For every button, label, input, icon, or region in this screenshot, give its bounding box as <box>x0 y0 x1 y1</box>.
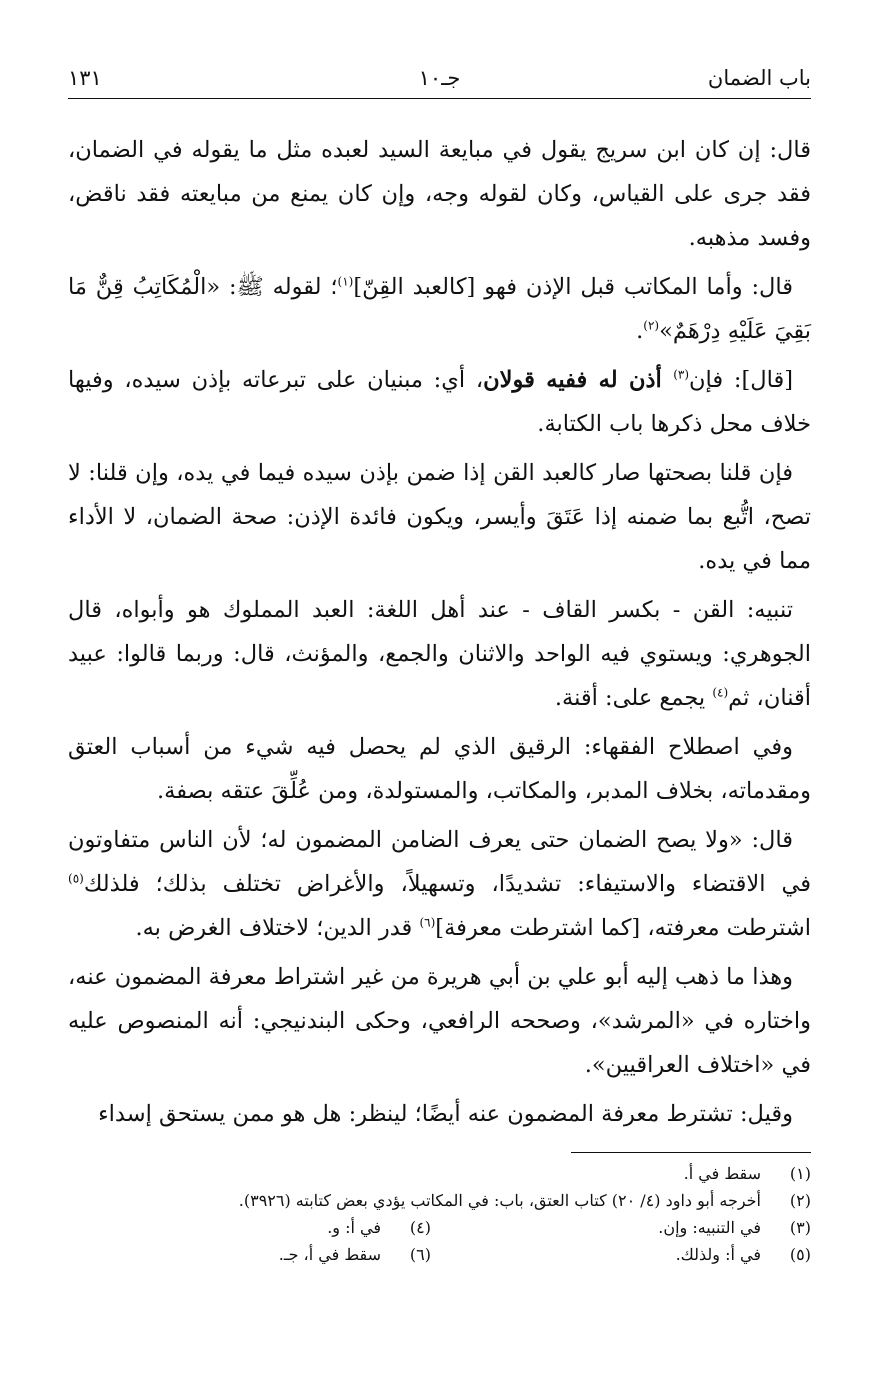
bold-matn: أذن له ففيه قولان <box>483 367 674 393</box>
footnote-1: (١) سقط في أ. <box>683 1164 811 1183</box>
paragraph-2: قال: وأما المكاتب قبل الإذن فهو [كالعبد القِنّ]$^{(١)}$؛ لقوله ﷺ: «الْمُكَاتِبُ قِنٌّ مَا بَقِيَ عَلَيْهِ دِرْهَمٌ»$^{(٢)}$. <box>68 274 811 344</box>
footnote-ref-2: (٢) <box>643 318 660 333</box>
paragraph-7: قال: «ولا يصح الضمان حتى يعرف الضامن المضمون له؛ لأن الناس متفاوتون في الاقتضاء والاستيفاء: تشديدًا، وتسهيلاً، والأغراض تختلف بذلك؛ فلذلك$^{(٥)}$ اشترطت معرفته، [كما اشترطت معرفة]$^{(٦)}$ قدر الدين؛ لاختلاف الغرض به. <box>68 827 811 941</box>
footnote-6: (٦) سقط في أ، جـ. <box>278 1245 431 1264</box>
footnote-ref-1: (١) <box>337 274 354 289</box>
footnote-4: (٤) في أ: و. <box>327 1218 431 1237</box>
running-header <box>68 62 811 99</box>
paragraph-6: وفي اصطلاح الفقهاء: الرقيق الذي لم يحصل فيه شيء من أسباب العتق ومقدماته، بخلاف المدبر، والمكاتب، والمستولدة، ومن عُلِّقَ عتقه بصفة. <box>68 734 811 804</box>
footnote-row <box>68 1214 811 1241</box>
paragraph-4: فإن قلنا بصحتها صار كالعبد القن إذا ضمن بإذن سيده فيما في يده، وإن قلنا: لا تصح، اتُّبع بما ضمنه إذا عَتَقَ وأيسر، ويكون فائدة الإذن: صحة الضمان، لا الأداء مما في يده. <box>68 460 811 574</box>
chapter-title: باب الضمان <box>707 66 811 90</box>
footnote-divider <box>571 1152 811 1153</box>
footnote-5: (٥) في أ: ولذلك. <box>675 1245 811 1264</box>
volume-number: جـ١٠ <box>418 66 461 90</box>
footnote-ref-6: (٦) <box>419 915 436 930</box>
footnote-ref-3: (٣) <box>673 367 690 382</box>
footnotes <box>68 1160 811 1268</box>
footnote-row <box>68 1241 811 1268</box>
main-text <box>68 128 811 1141</box>
paragraph-1: قال: إن كان ابن سريج يقول في مبايعة السيد لعبده مثل ما يقوله في الضمان، فقد جرى على القياس، وكان لقوله وجه، وإن كان يمنع من مبايعته فقد ناقض، وفسد مذهبه. <box>68 137 811 251</box>
page-number: ١٣١ <box>68 66 102 90</box>
paragraph-9: وقيل: تشترط معرفة المضمون عنه أيضًا؛ لينظر: هل هو ممن يستحق إسداء <box>98 1101 793 1127</box>
footnote-3: (٣) في التنبيه: وإن. <box>658 1218 811 1237</box>
paragraph-3: [قال]: فإن$^{(٣)}$ أذن له ففيه قولان، أي: مبنيان على تبرعاته بإذن سيده، وفيها خلاف محل ذكرها باب الكتابة. <box>68 367 811 437</box>
footnote-ref-4: (٤) <box>712 685 729 700</box>
footnote-ref-5: (٥) <box>68 871 84 886</box>
paragraph-5: تنبيه: القن - بكسر القاف - عند أهل اللغة: العبد المملوك هو وأبواه، قال الجوهري: ويستوي فيه الواحد والاثنان والجمع، والمؤنث، قال: وربما قالوا: عبيد أقنان، ثم$^{(٤)}$ يجمع على: أقنة. <box>68 597 811 711</box>
footnote-2: (٢) أخرجه أبو داود (٤/ ٢٠) كتاب العتق، باب: في المكاتب يؤدي بعض كتابته (٣٩٢٦). <box>238 1191 811 1210</box>
paragraph-8: وهذا ما ذهب إليه أبو علي بن أبي هريرة من غير اشتراط معرفة المضمون عنه، واختاره في «المرشد»، وصححه الرافعي، وحكى البندنيجي: أنه المنصوص عليه في «اختلاف العراقيين». <box>68 964 811 1078</box>
